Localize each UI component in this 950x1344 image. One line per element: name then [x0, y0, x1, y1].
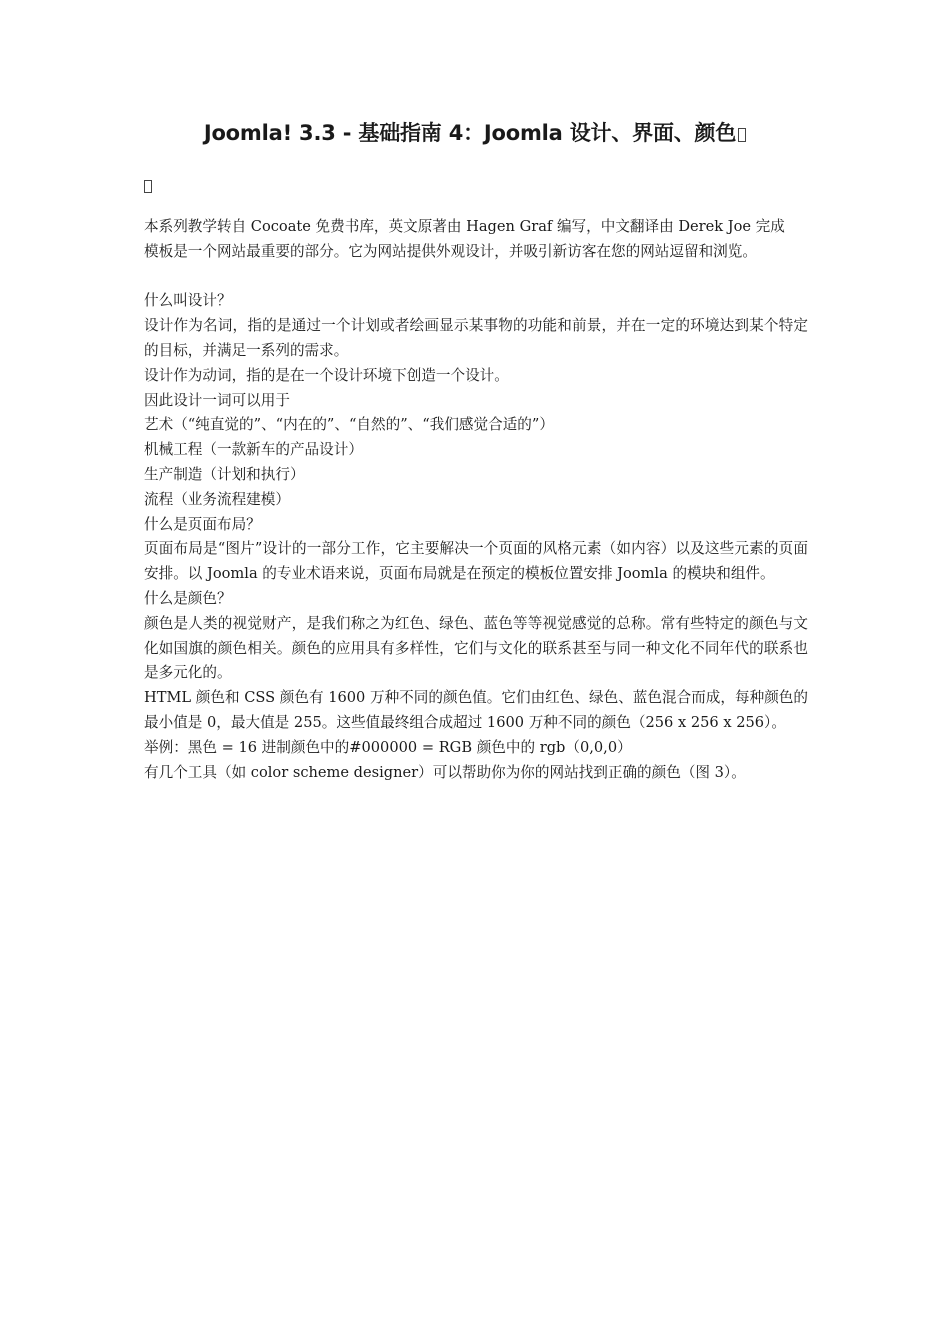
section-heading: 什么叫设计？ [144, 292, 232, 310]
paragraph: HTML 颜色和 CSS 颜色有 1600 万种不同的颜色值。它们由红色、绿色、蓝色混合而成，每种颜色的最小值是 0，最大值是 255。这些值最终组合成超过 1600 万种不同的颜色（256 x 256 x 256）。 [144, 689, 808, 731]
paragraph: 因此设计一词可以用于 [144, 391, 290, 409]
document-title [0, 117, 950, 147]
list-item: 艺术（“纯直觉的”、“内在的”、“自然的”、“我们感觉合适的”） [144, 416, 554, 434]
document-body [144, 215, 808, 785]
paragraph: 本系列教学转自 Cocoate 免费书库，英文原著由 Hagen Graf 编写，中文翻译由 Derek Joe 完成 [144, 218, 785, 235]
list-item: 生产制造（计划和执行） [144, 465, 305, 483]
section-heading: 什么是颜色？ [144, 589, 232, 607]
paragraph: 颜色是人类的视觉财产，是我们称之为红色、绿色、蓝色等等视觉感觉的总称。常有些特定的颜色与文化如国旗的颜色相关。颜色的应用具有多样性，它们与文化的联系甚至与同一种文化不同年代的联系也是多元化的。 [144, 614, 808, 682]
paragraph: 有几个工具（如 color scheme designer）可以帮助你为你的网站找到正确的颜色（图 3）。 [144, 763, 746, 781]
list-item: 机械工程（一款新车的产品设计） [144, 441, 363, 459]
paragraph: 举例：黑色 = 16 进制颜色中的#000000 = RGB 颜色中的 rgb（0,0,0） [144, 738, 632, 756]
paragraph: 设计作为动词，指的是在一个设计环境下创造一个设计。 [144, 366, 509, 384]
list-item: 流程（业务流程建模） [144, 490, 290, 508]
missing-glyph-icon [144, 180, 152, 193]
blank-line [144, 265, 808, 290]
paragraph: 设计作为名词，指的是通过一个计划或者绘画显示某事物的功能和前景，并在一定的环境达到某个特定的目标，并满足一系列的需求。 [144, 317, 808, 359]
paragraph: 模板是一个网站最重要的部分。它为网站提供外观设计，并吸引新访客在您的网站逗留和浏览。 [144, 242, 757, 260]
section-heading: 什么是页面布局？ [144, 515, 261, 533]
missing-glyph-icon [738, 128, 746, 142]
paragraph: 页面布局是“图片”设计的一部分工作，它主要解决一个页面的风格元素（如内容）以及这些元素的页面安排。以 Joomla 的专业术语来说，页面布局就是在预定的模板位置安排 Joomla 的模块和组件。 [144, 540, 808, 583]
title-text: Joomla! 3.3 - 基础指南 4：Joomla 设计、界面、颜色 [203, 121, 737, 145]
